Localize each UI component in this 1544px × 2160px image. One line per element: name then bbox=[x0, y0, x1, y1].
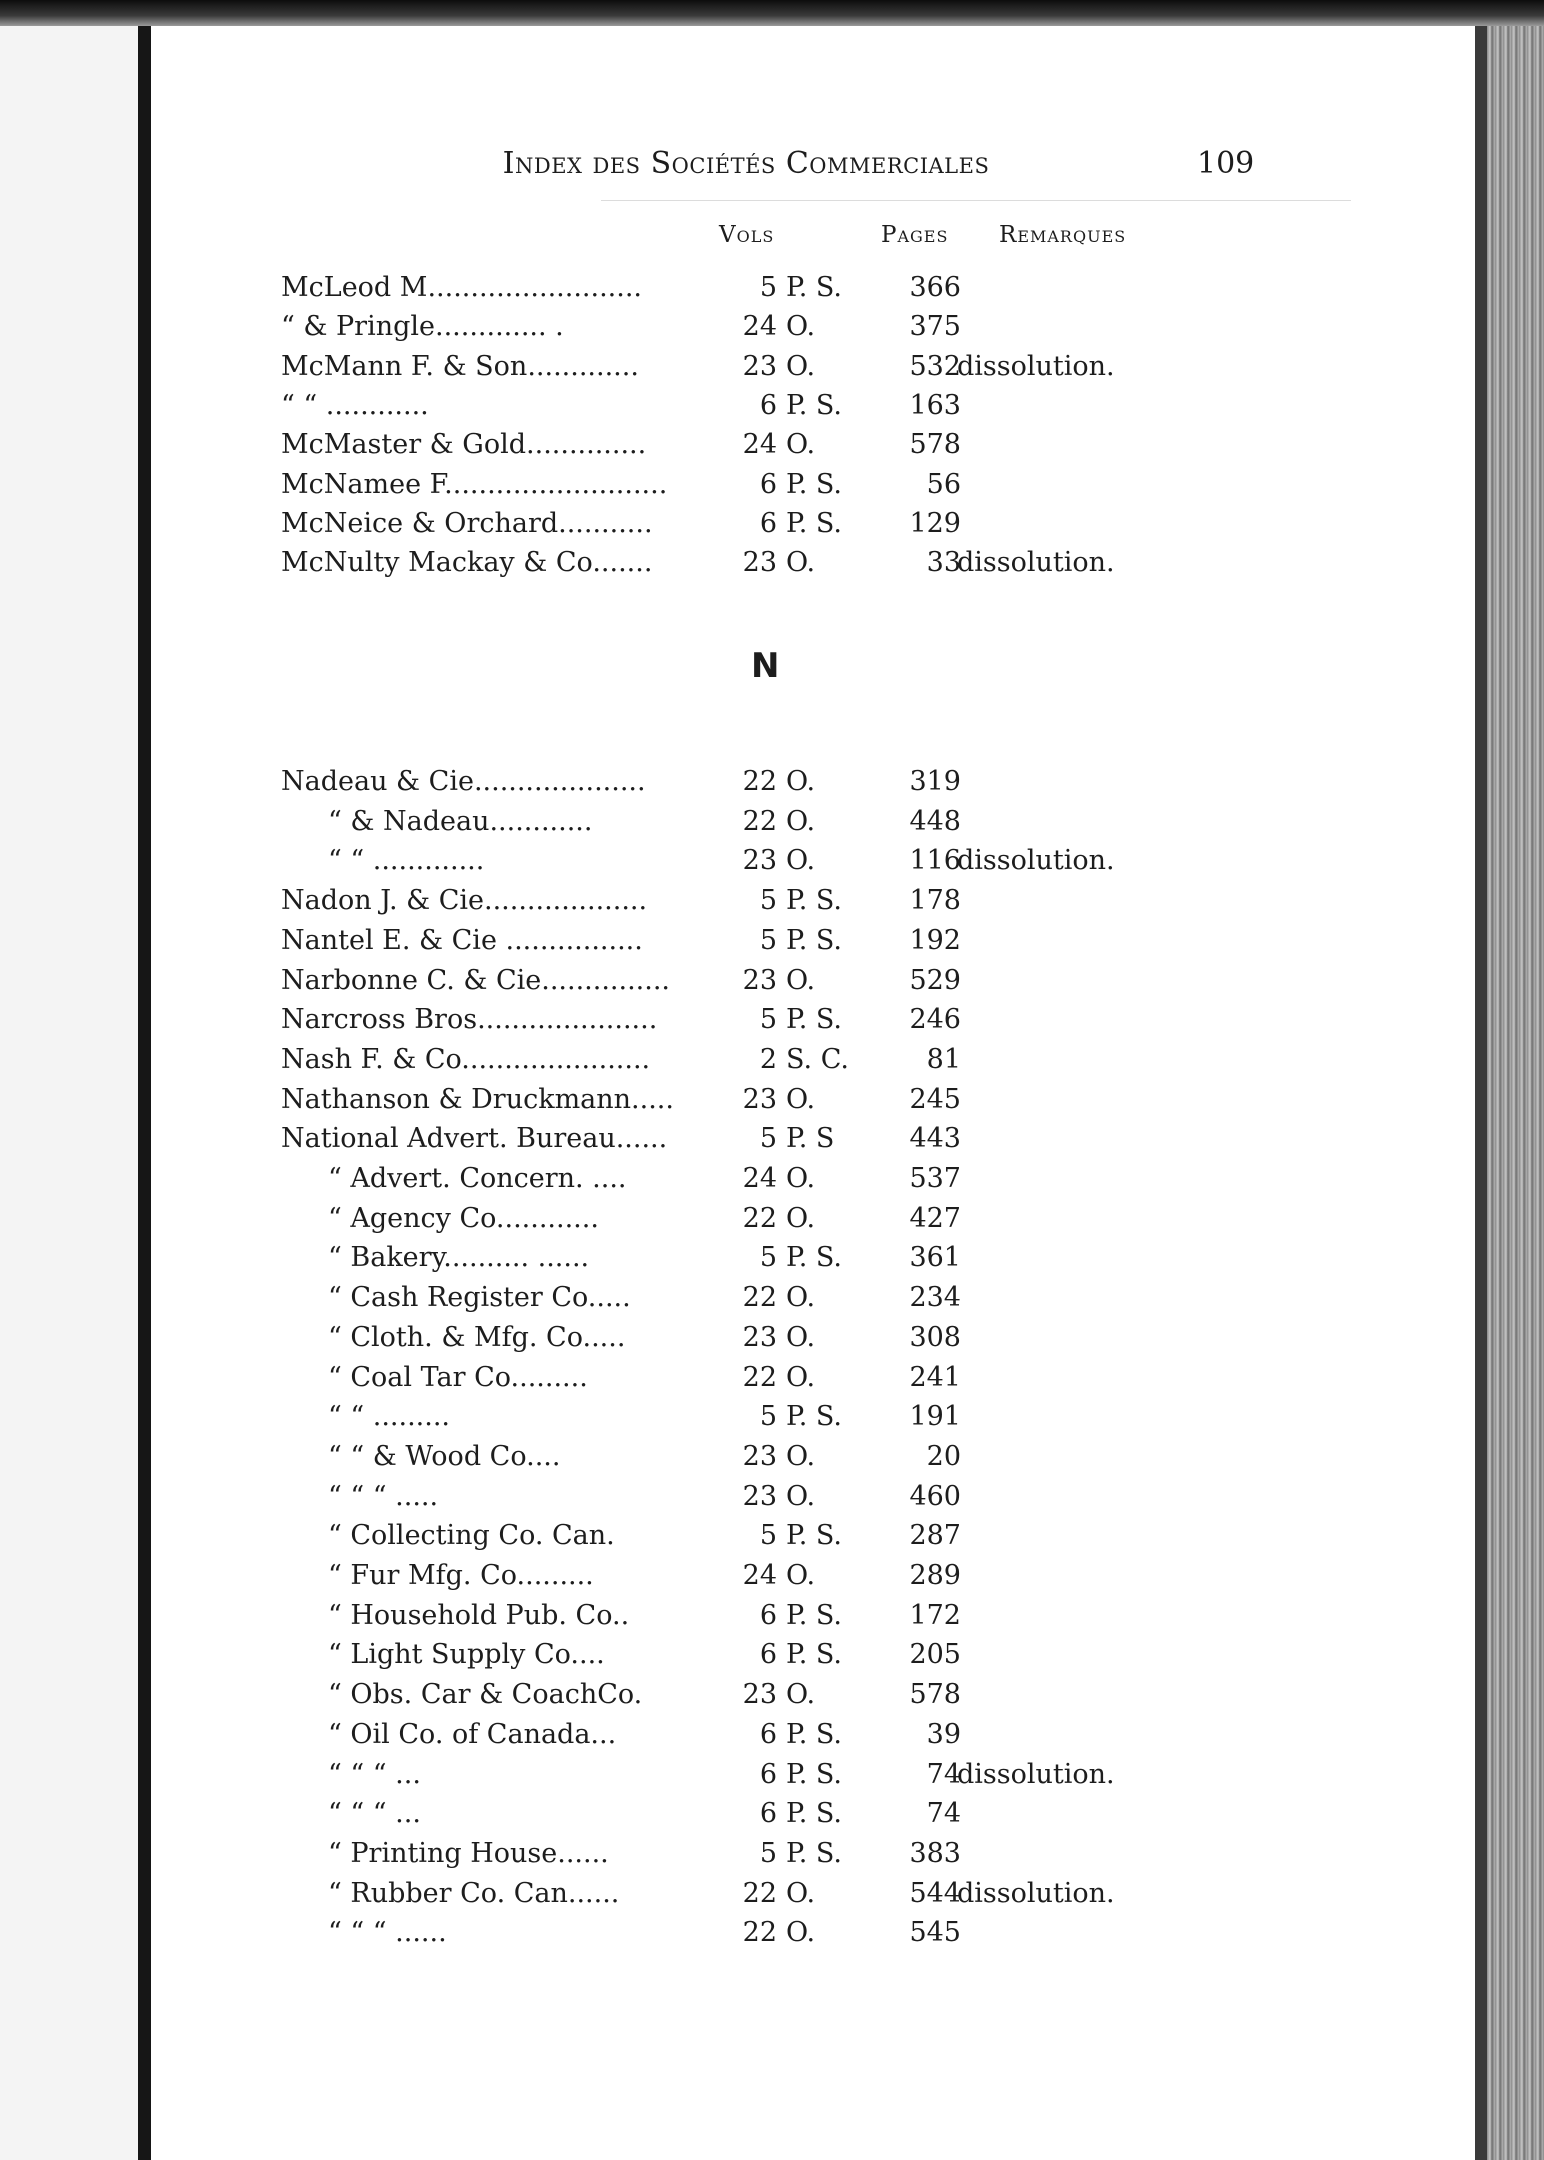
entry-page: 460 bbox=[909, 1480, 961, 1512]
entry-name: “ “ ............ bbox=[281, 389, 429, 421]
section-letter: N bbox=[751, 646, 780, 686]
page-number: 109 bbox=[1197, 146, 1255, 181]
entry-page: 361 bbox=[909, 1242, 961, 1274]
entry-name: Narbonne C. & Cie............... bbox=[281, 964, 670, 996]
entry-volume: 23 bbox=[742, 845, 777, 877]
entry-name: “ Fur Mfg. Co......... bbox=[328, 1560, 594, 1591]
entry-page: 443 bbox=[909, 1123, 961, 1155]
entry-page: 39 bbox=[926, 1718, 961, 1750]
entry-volume: 23 bbox=[742, 1083, 777, 1115]
entry-name: “ & Nadeau............ bbox=[328, 805, 593, 837]
entry-volume: 24 bbox=[742, 429, 777, 461]
entry-series: O. bbox=[786, 766, 816, 797]
entry-name: “ Advert. Concern. .... bbox=[328, 1163, 627, 1194]
entry-series: O. bbox=[786, 1361, 816, 1393]
entry-volume: 23 bbox=[742, 1440, 777, 1472]
entry-series: P. S. bbox=[786, 272, 842, 303]
entry-page: 178 bbox=[909, 885, 961, 917]
entry-series: O. bbox=[786, 1163, 816, 1194]
facing-page-edge bbox=[0, 26, 140, 2160]
page-stack-edge bbox=[1487, 26, 1544, 2160]
entry-name: “ Collecting Co. Can. bbox=[328, 1520, 615, 1552]
entry-series: P. S. bbox=[786, 924, 842, 956]
entry-volume: 5 bbox=[759, 885, 777, 917]
entry-remark: dissolution. bbox=[957, 547, 1115, 579]
column-header-vols: Vols bbox=[719, 222, 775, 248]
entry-series: O. bbox=[786, 1877, 816, 1909]
entry-volume: 6 bbox=[759, 468, 777, 500]
entry-volume: 2 bbox=[759, 1043, 777, 1075]
entry-series: O. bbox=[786, 1679, 816, 1711]
entry-series: S. C. bbox=[786, 1043, 849, 1075]
entry-page: 74 bbox=[926, 1798, 961, 1830]
entry-page: 172 bbox=[909, 1599, 961, 1631]
entry-remark: dissolution. bbox=[957, 350, 1115, 382]
entry-name: Nadeau & Cie.................... bbox=[281, 766, 646, 797]
entry-page: 578 bbox=[909, 1679, 961, 1711]
entry-name: “ Printing House...... bbox=[328, 1837, 609, 1869]
running-head: Index des Sociétés Commerciales bbox=[502, 146, 990, 181]
entry-series: O. bbox=[786, 964, 816, 996]
entry-name: McMann F. & Son............. bbox=[281, 350, 639, 382]
entry-volume: 5 bbox=[759, 924, 777, 956]
entry-name: “ Rubber Co. Can...... bbox=[328, 1877, 620, 1909]
entry-page: 308 bbox=[909, 1321, 961, 1353]
book-page bbox=[151, 26, 1475, 2160]
entry-page: 383 bbox=[909, 1837, 961, 1869]
entry-volume: 23 bbox=[742, 547, 777, 579]
entry-page: 163 bbox=[909, 389, 961, 421]
entry-name: Narcross Bros..................... bbox=[281, 1004, 658, 1036]
entry-name: “ Coal Tar Co......... bbox=[328, 1361, 588, 1393]
entry-page: 448 bbox=[909, 805, 961, 837]
entry-name: “ “ ............. bbox=[328, 845, 485, 877]
entry-series: P. S. bbox=[786, 1837, 842, 1869]
entry-series: O. bbox=[786, 547, 816, 579]
entry-page: 205 bbox=[909, 1639, 961, 1671]
entry-name: Nash F. & Co...................... bbox=[281, 1043, 651, 1075]
entry-series: P. S. bbox=[786, 1639, 842, 1671]
entry-page: 245 bbox=[909, 1083, 961, 1115]
entry-volume: 6 bbox=[759, 1798, 777, 1830]
entry-page: 578 bbox=[909, 429, 961, 461]
entry-volume: 22 bbox=[742, 1917, 777, 1949]
entry-name: “ “ “ ..... bbox=[328, 1480, 439, 1512]
entry-volume: 6 bbox=[759, 1758, 777, 1790]
entry-name: “ Oil Co. of Canada... bbox=[328, 1718, 617, 1750]
entry-page: 129 bbox=[909, 507, 961, 539]
entry-volume: 6 bbox=[759, 1639, 777, 1671]
entry-series: P. S. bbox=[786, 1798, 842, 1830]
entry-name: “ Agency Co............ bbox=[328, 1202, 599, 1234]
entry-series: O. bbox=[786, 350, 816, 382]
entry-name: “ Bakery.......... ...... bbox=[328, 1242, 590, 1274]
entry-name: McNamee F.......................... bbox=[281, 468, 668, 500]
entry-volume: 24 bbox=[742, 1560, 777, 1591]
entry-page: 81 bbox=[926, 1043, 961, 1075]
entry-series: O. bbox=[786, 429, 816, 461]
entry-series: P. S. bbox=[786, 1758, 842, 1790]
entry-page: 33 bbox=[926, 547, 961, 579]
column-header-pages: Pages bbox=[881, 222, 949, 248]
entry-name: “ “ & Wood Co.... bbox=[328, 1440, 561, 1472]
entry-name: “ Cash Register Co..... bbox=[328, 1282, 631, 1314]
entry-volume: 6 bbox=[759, 1718, 777, 1750]
scan-top-edge bbox=[0, 0, 1544, 26]
entry-series: O. bbox=[786, 311, 816, 343]
entry-volume: 24 bbox=[742, 1163, 777, 1194]
entry-volume: 23 bbox=[742, 1321, 777, 1353]
entry-page: 544 bbox=[909, 1877, 961, 1909]
entry-page: 246 bbox=[909, 1004, 961, 1036]
entry-name: “ “ “ ... bbox=[328, 1798, 421, 1830]
entry-series: P. S. bbox=[786, 1520, 842, 1552]
entry-name: “ “ ......... bbox=[328, 1401, 451, 1433]
entry-name: Nadon J. & Cie................... bbox=[281, 885, 648, 917]
entry-volume: 6 bbox=[759, 1599, 777, 1631]
entry-volume: 23 bbox=[742, 350, 777, 382]
entry-name: Nantel E. & Cie ................ bbox=[281, 924, 643, 956]
entry-volume: 22 bbox=[742, 1282, 777, 1314]
entry-series: P. S. bbox=[786, 1004, 842, 1036]
entry-name: “ Light Supply Co.... bbox=[328, 1639, 605, 1671]
entry-page: 287 bbox=[909, 1520, 961, 1552]
entry-series: O. bbox=[786, 805, 816, 837]
entry-volume: 5 bbox=[759, 272, 777, 303]
entry-volume: 5 bbox=[759, 1242, 777, 1274]
entry-volume: 23 bbox=[742, 1679, 777, 1711]
entry-volume: 23 bbox=[742, 964, 777, 996]
entry-name: “ Cloth. & Mfg. Co..... bbox=[328, 1321, 626, 1353]
entry-page: 529 bbox=[909, 964, 961, 996]
entry-page: 366 bbox=[909, 272, 961, 303]
entry-volume: 22 bbox=[742, 1877, 777, 1909]
page-shadow bbox=[1475, 26, 1487, 2160]
entry-series: P. S. bbox=[786, 885, 842, 917]
entry-volume: 24 bbox=[742, 311, 777, 343]
entry-series: P. S. bbox=[786, 1242, 842, 1274]
entry-page: 545 bbox=[909, 1917, 961, 1949]
entry-volume: 5 bbox=[759, 1123, 777, 1155]
entry-series: P. S bbox=[786, 1123, 835, 1155]
entry-name: “ Obs. Car & CoachCo. bbox=[328, 1679, 643, 1711]
entry-page: 289 bbox=[909, 1560, 961, 1591]
entry-volume: 5 bbox=[759, 1401, 777, 1433]
entry-page: 427 bbox=[909, 1202, 961, 1234]
entry-series: O. bbox=[786, 1560, 816, 1591]
entry-volume: 22 bbox=[742, 766, 777, 797]
entry-series: O. bbox=[786, 1480, 816, 1512]
entry-volume: 6 bbox=[759, 507, 777, 539]
entry-name: McLeod M......................... bbox=[281, 272, 643, 303]
entry-name: “ “ “ ... bbox=[328, 1758, 421, 1790]
entry-name: Nathanson & Druckmann..... bbox=[281, 1083, 674, 1115]
entry-series: O. bbox=[786, 1282, 816, 1314]
entry-remark: dissolution. bbox=[957, 1877, 1115, 1909]
entry-page: 241 bbox=[909, 1361, 961, 1393]
entry-series: O. bbox=[786, 1440, 816, 1472]
entry-series: P. S. bbox=[786, 1599, 842, 1631]
entry-series: P. S. bbox=[786, 1401, 842, 1433]
entry-volume: 5 bbox=[759, 1520, 777, 1552]
entry-page: 375 bbox=[909, 311, 961, 343]
entry-volume: 5 bbox=[759, 1837, 777, 1869]
entry-name: McNulty Mackay & Co....... bbox=[281, 547, 653, 579]
entry-page: 319 bbox=[909, 766, 961, 797]
entry-series: P. S. bbox=[786, 389, 842, 421]
entry-volume: 22 bbox=[742, 1202, 777, 1234]
entry-page: 74 bbox=[926, 1758, 961, 1790]
entry-volume: 6 bbox=[759, 389, 777, 421]
entry-name: “ “ “ ...... bbox=[328, 1917, 447, 1949]
entry-page: 537 bbox=[909, 1163, 961, 1194]
entry-page: 192 bbox=[909, 924, 961, 956]
entry-page: 191 bbox=[909, 1401, 961, 1433]
entry-page: 56 bbox=[926, 468, 961, 500]
entry-volume: 23 bbox=[742, 1480, 777, 1512]
entry-name: McMaster & Gold.............. bbox=[281, 429, 647, 461]
entry-remark: dissolution. bbox=[957, 1758, 1115, 1790]
entry-name: National Advert. Bureau...... bbox=[281, 1123, 668, 1155]
header-rule bbox=[601, 200, 1351, 201]
entry-page: 532 bbox=[909, 350, 961, 382]
entry-name: “ & Pringle............. . bbox=[281, 311, 564, 343]
column-header-remarques: Remarques bbox=[999, 222, 1127, 248]
entry-series: O. bbox=[786, 1202, 816, 1234]
entry-page: 234 bbox=[909, 1282, 961, 1314]
entry-series: O. bbox=[786, 1321, 816, 1353]
entry-series: O. bbox=[786, 845, 816, 877]
entry-series: P. S. bbox=[786, 1718, 842, 1750]
entry-page: 116 bbox=[909, 845, 961, 877]
entry-volume: 22 bbox=[742, 1361, 777, 1393]
entry-series: O. bbox=[786, 1917, 816, 1949]
entry-page: 20 bbox=[926, 1440, 961, 1472]
entry-volume: 5 bbox=[759, 1004, 777, 1036]
book-binding bbox=[138, 26, 151, 2160]
entry-series: P. S. bbox=[786, 507, 842, 539]
entry-name: “ Household Pub. Co.. bbox=[328, 1599, 630, 1631]
entry-remark: dissolution. bbox=[957, 845, 1115, 877]
entry-series: O. bbox=[786, 1083, 816, 1115]
entry-volume: 22 bbox=[742, 805, 777, 837]
entry-name: McNeice & Orchard........... bbox=[281, 507, 653, 539]
entry-series: P. S. bbox=[786, 468, 842, 500]
